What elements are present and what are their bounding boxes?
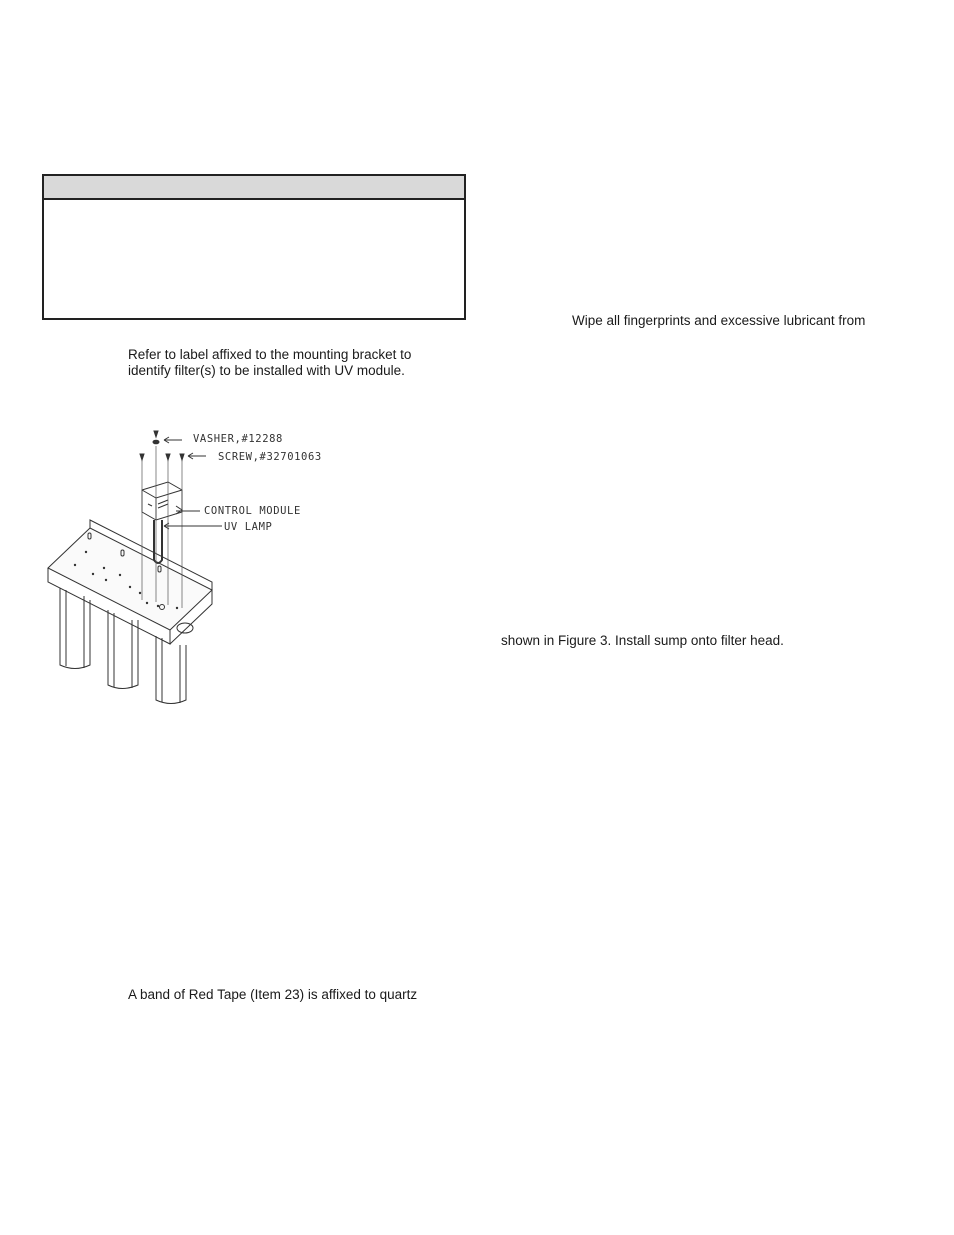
screw-icons [140,431,184,460]
uv-lamp-label: UV LAMP [224,521,273,533]
uv-module-diagram [40,420,340,710]
refer-label-line-1: Refer to label affixed to the mounting bracket to [128,347,412,362]
washer-label: VASHER,#12288 [193,433,283,445]
notice-box-header [44,176,464,200]
red-tape-text: A band of Red Tape (Item 23) is affixed to quartz [128,987,418,1002]
notice-box [42,174,466,320]
uv-lamp-tube [154,520,162,563]
control-module-label: CONTROL MODULE [204,505,301,517]
mounting-bracket [48,528,212,630]
control-module-box [142,482,182,520]
refer-label-line-2: identify filter(s) to be installed with UV module. [128,363,405,378]
screw-label: SCREW,#32701063 [218,451,322,463]
wipe-fingerprints-text: Wipe all fingerprints and excessive lubricant from [572,313,866,328]
washer-icon [153,440,159,444]
install-sump-text: shown in Figure 3. Install sump onto filter head. [501,633,784,648]
